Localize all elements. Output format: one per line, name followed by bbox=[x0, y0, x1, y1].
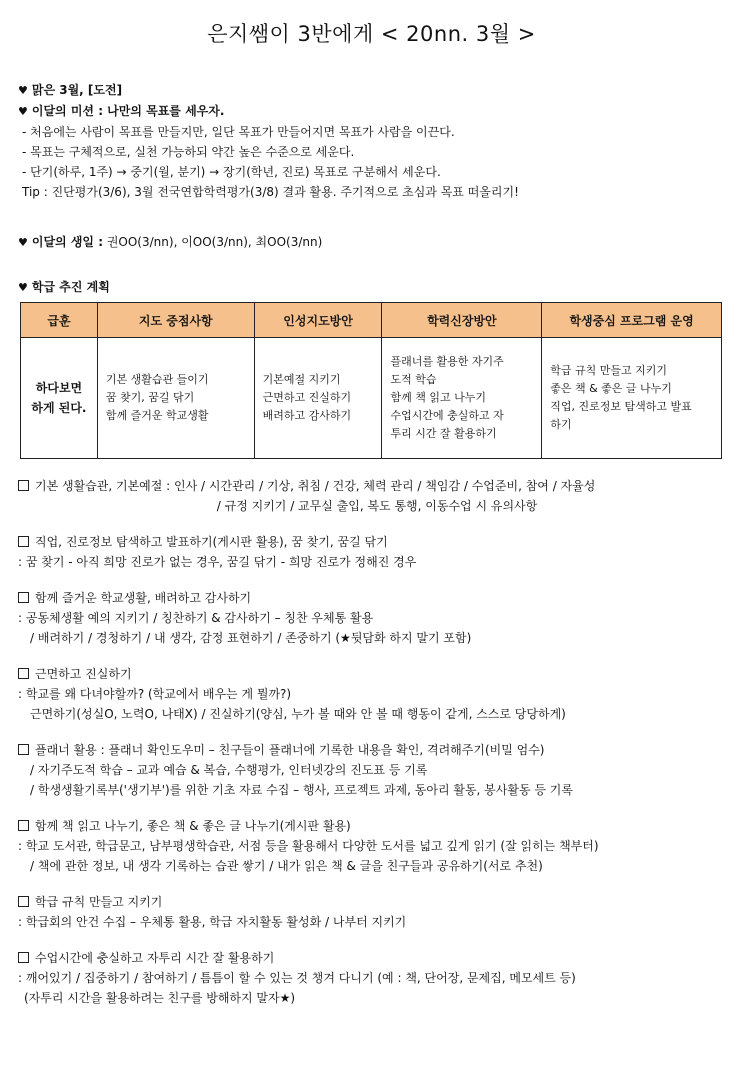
heart-icon: ♥ bbox=[18, 84, 28, 97]
header-guidance: 지도 중점사항 bbox=[97, 303, 254, 338]
heart-icon: ♥ bbox=[18, 105, 28, 118]
section-heading-text: 함께 즐거운 학교생활, 배려하고 감사하기 bbox=[35, 591, 252, 605]
header-academic: 학력신장방안 bbox=[382, 303, 542, 338]
section-rules bbox=[18, 892, 736, 932]
motto-line: 하다보면 bbox=[35, 381, 83, 395]
program-line: 직업, 진로정보 탐색하고 발표 bbox=[550, 400, 692, 413]
birthday-line bbox=[18, 233, 322, 250]
section-heading bbox=[18, 892, 736, 912]
intro-block bbox=[18, 80, 733, 202]
checkbox-icon bbox=[18, 744, 29, 755]
program-line: 좋은 책 & 좋은 글 나누기 bbox=[550, 382, 672, 395]
checkbox-icon bbox=[18, 952, 29, 963]
page-title: 은지쌤이 3반에게 < 20nn. 3월 > bbox=[207, 22, 536, 46]
birthday-label: 이달의 생일 : bbox=[31, 235, 103, 249]
section-line: : 학교를 왜 다녀야할까? (학교에서 배우는 게 뭘까?) bbox=[18, 687, 292, 701]
section-heading bbox=[18, 532, 736, 552]
header-character: 인성지도방안 bbox=[254, 303, 382, 338]
checkbox-icon bbox=[18, 592, 29, 603]
academic-line: 함께 책 읽고 나누기 bbox=[390, 391, 486, 404]
academic-line: 도적 학습 bbox=[390, 373, 437, 386]
cell-motto bbox=[21, 338, 98, 459]
character-line: 근면하고 진실하기 bbox=[262, 391, 352, 404]
section-line: : 깨어있기 / 집중하기 / 참여하기 / 틈틈이 할 수 있는 것 챙겨 다니기 (예 : 책, 단어장, 문제집, 메모세트 등) bbox=[18, 971, 576, 985]
character-line: 배려하고 감사하기 bbox=[262, 409, 352, 422]
section-heading-text: 학급 규칙 만들고 지키기 bbox=[35, 895, 163, 909]
table-header-row bbox=[21, 303, 722, 338]
mission-bullet: - 단기(하루, 1주) → 중기(월, 분기) → 장기(학년, 진로) 목표로 구분해서 세운다. bbox=[22, 165, 441, 179]
month-theme bbox=[18, 80, 733, 101]
section-line: : 학교 도서관, 학급문고, 남부평생학습관, 서점 등을 활용해서 다양한 도서를 넓고 깊게 읽기 (잘 읽히는 책부터) bbox=[18, 839, 599, 853]
heart-icon: ♥ bbox=[18, 281, 28, 294]
guidance-line: 함께 즐거운 학교생활 bbox=[105, 409, 209, 422]
month-theme-text: 맑은 3월, [도전] bbox=[31, 83, 123, 97]
cell-program bbox=[542, 338, 722, 459]
academic-line: 수업시간에 충실하고 자 bbox=[390, 409, 504, 422]
month-mission bbox=[18, 101, 733, 122]
character-line: 기본예절 지키기 bbox=[262, 373, 341, 386]
month-mission-text: 이달의 미션 : 나만의 목표를 세우자. bbox=[31, 104, 225, 118]
motto-line: 하게 된다. bbox=[31, 401, 87, 415]
checkbox-icon bbox=[18, 820, 29, 831]
section-line: / 규정 지키기 / 교무실 출입, 복도 통행, 이동수업 시 유의사항 bbox=[216, 499, 538, 513]
program-line: 학급 규칙 만들고 지키기 bbox=[550, 364, 667, 377]
cell-academic bbox=[382, 338, 542, 459]
section-line: / 책에 관한 정보, 내 생각 기록하는 습관 쌓기 / 내가 읽은 책 & 글을 친구들과 공유하기(서로 추천) bbox=[30, 859, 543, 873]
plan-heading-text: 학급 추진 계획 bbox=[31, 280, 110, 294]
checkbox-icon bbox=[18, 668, 29, 679]
heart-icon: ♥ bbox=[18, 236, 28, 249]
section-line: / 학생생활기록부('생기부')를 위한 기초 자료 수집 – 행사, 프로젝트 과제, 동아리 활동, 봉사활동 등 기록 bbox=[30, 783, 573, 797]
table-row bbox=[21, 338, 722, 459]
section-heading-text: 근면하고 진실하기 bbox=[35, 667, 132, 681]
section-heading-text: 플래너 활용 : 플래너 확인도우미 – 친구들이 플래너에 기록한 내용을 확인, 격려해주기(비밀 엄수) bbox=[35, 743, 545, 757]
academic-line: 투리 시간 잘 활용하기 bbox=[390, 427, 497, 440]
section-heading-text: 함께 책 읽고 나누기, 좋은 책 & 좋은 글 나누기(게시판 활용) bbox=[35, 819, 351, 833]
mission-bullet: - 처음에는 사람이 목표를 만들지만, 일단 목표가 만들어지면 목표가 사람을 이끈다. bbox=[22, 125, 455, 139]
section-heading bbox=[18, 664, 736, 684]
section-career bbox=[18, 532, 736, 572]
section-line: / 자기주도적 학습 – 교과 예습 & 복습, 수행평가, 인터넷강의 진도표 등 기록 bbox=[30, 763, 428, 777]
program-line: 하기 bbox=[550, 418, 572, 431]
section-heading bbox=[18, 588, 736, 608]
section-heading bbox=[18, 948, 736, 968]
header-motto: 급훈 bbox=[21, 303, 98, 338]
header-program: 학생중심 프로그램 운영 bbox=[542, 303, 722, 338]
section-class-time bbox=[18, 948, 736, 1008]
mission-tip: Tip : 진단평가(3/6), 3월 전국연합학력평가(3/8) 결과 활용. 주기적으로 초심과 목표 떠올리기! bbox=[22, 185, 519, 199]
class-plan-table bbox=[20, 302, 722, 459]
mission-bullet: - 목표는 구체적으로, 실천 가능하되 약간 높은 수준으로 세운다. bbox=[22, 145, 355, 159]
section-line: (자투리 시간을 활용하려는 친구를 방해하지 말자★) bbox=[24, 991, 296, 1005]
checkbox-icon bbox=[18, 536, 29, 547]
section-heading-text: 수업시간에 충실하고 자투리 시간 잘 활용하기 bbox=[35, 951, 275, 965]
plan-heading bbox=[18, 278, 110, 295]
section-planner bbox=[18, 740, 736, 800]
detail-sections bbox=[18, 476, 736, 1008]
guidance-line: 꿈 찾기, 꿈길 닦기 bbox=[105, 391, 195, 404]
section-reading bbox=[18, 816, 736, 876]
checkbox-icon bbox=[18, 896, 29, 907]
guidance-line: 기본 생활습관 들이기 bbox=[105, 373, 209, 386]
section-heading-text: 직업, 진로정보 탐색하고 발표하기(게시판 활용), 꿈 찾기, 꿈길 닦기 bbox=[35, 535, 388, 549]
section-habits bbox=[18, 476, 736, 516]
cell-character bbox=[254, 338, 382, 459]
section-line: / 배려하기 / 경청하기 / 내 생각, 감정 표현하기 / 존중하기 (★뒷담화 하지 말기 포함) bbox=[30, 631, 472, 645]
birthday-value: 권OO(3/nn), 이OO(3/nn), 최OO(3/nn) bbox=[106, 235, 323, 249]
section-line: : 공동체생활 예의 지키기 / 칭찬하기 & 감사하기 – 칭찬 우체통 활용 bbox=[18, 611, 374, 625]
section-line: : 꿈 찾기 - 아직 희망 진로가 없는 경우, 꿈길 닦기 - 희망 진로가 정해진 경우 bbox=[18, 555, 417, 569]
academic-line: 플래너를 활용한 자기주 bbox=[390, 355, 504, 368]
section-heading bbox=[18, 816, 736, 836]
section-school-life bbox=[18, 588, 736, 648]
section-heading-text: 기본 생활습관, 기본예절 : 인사 / 시간관리 / 기상, 취침 / 건강, 체력 관리 / 책임감 / 수업준비, 참여 / 자율성 bbox=[35, 479, 596, 493]
section-line: : 학급회의 안건 수집 – 우체통 활용, 학급 자치활동 활성화 / 나부터 지키기 bbox=[18, 915, 407, 929]
section-heading bbox=[18, 476, 736, 496]
section-line: 근면하기(성실O, 노력O, 나태X) / 진실하기(양심, 누가 볼 때와 안 볼 때 행동이 같게, 스스로 당당하게) bbox=[30, 707, 566, 721]
cell-guidance bbox=[97, 338, 254, 459]
section-diligence bbox=[18, 664, 736, 724]
section-heading bbox=[18, 740, 736, 760]
checkbox-icon bbox=[18, 480, 29, 491]
